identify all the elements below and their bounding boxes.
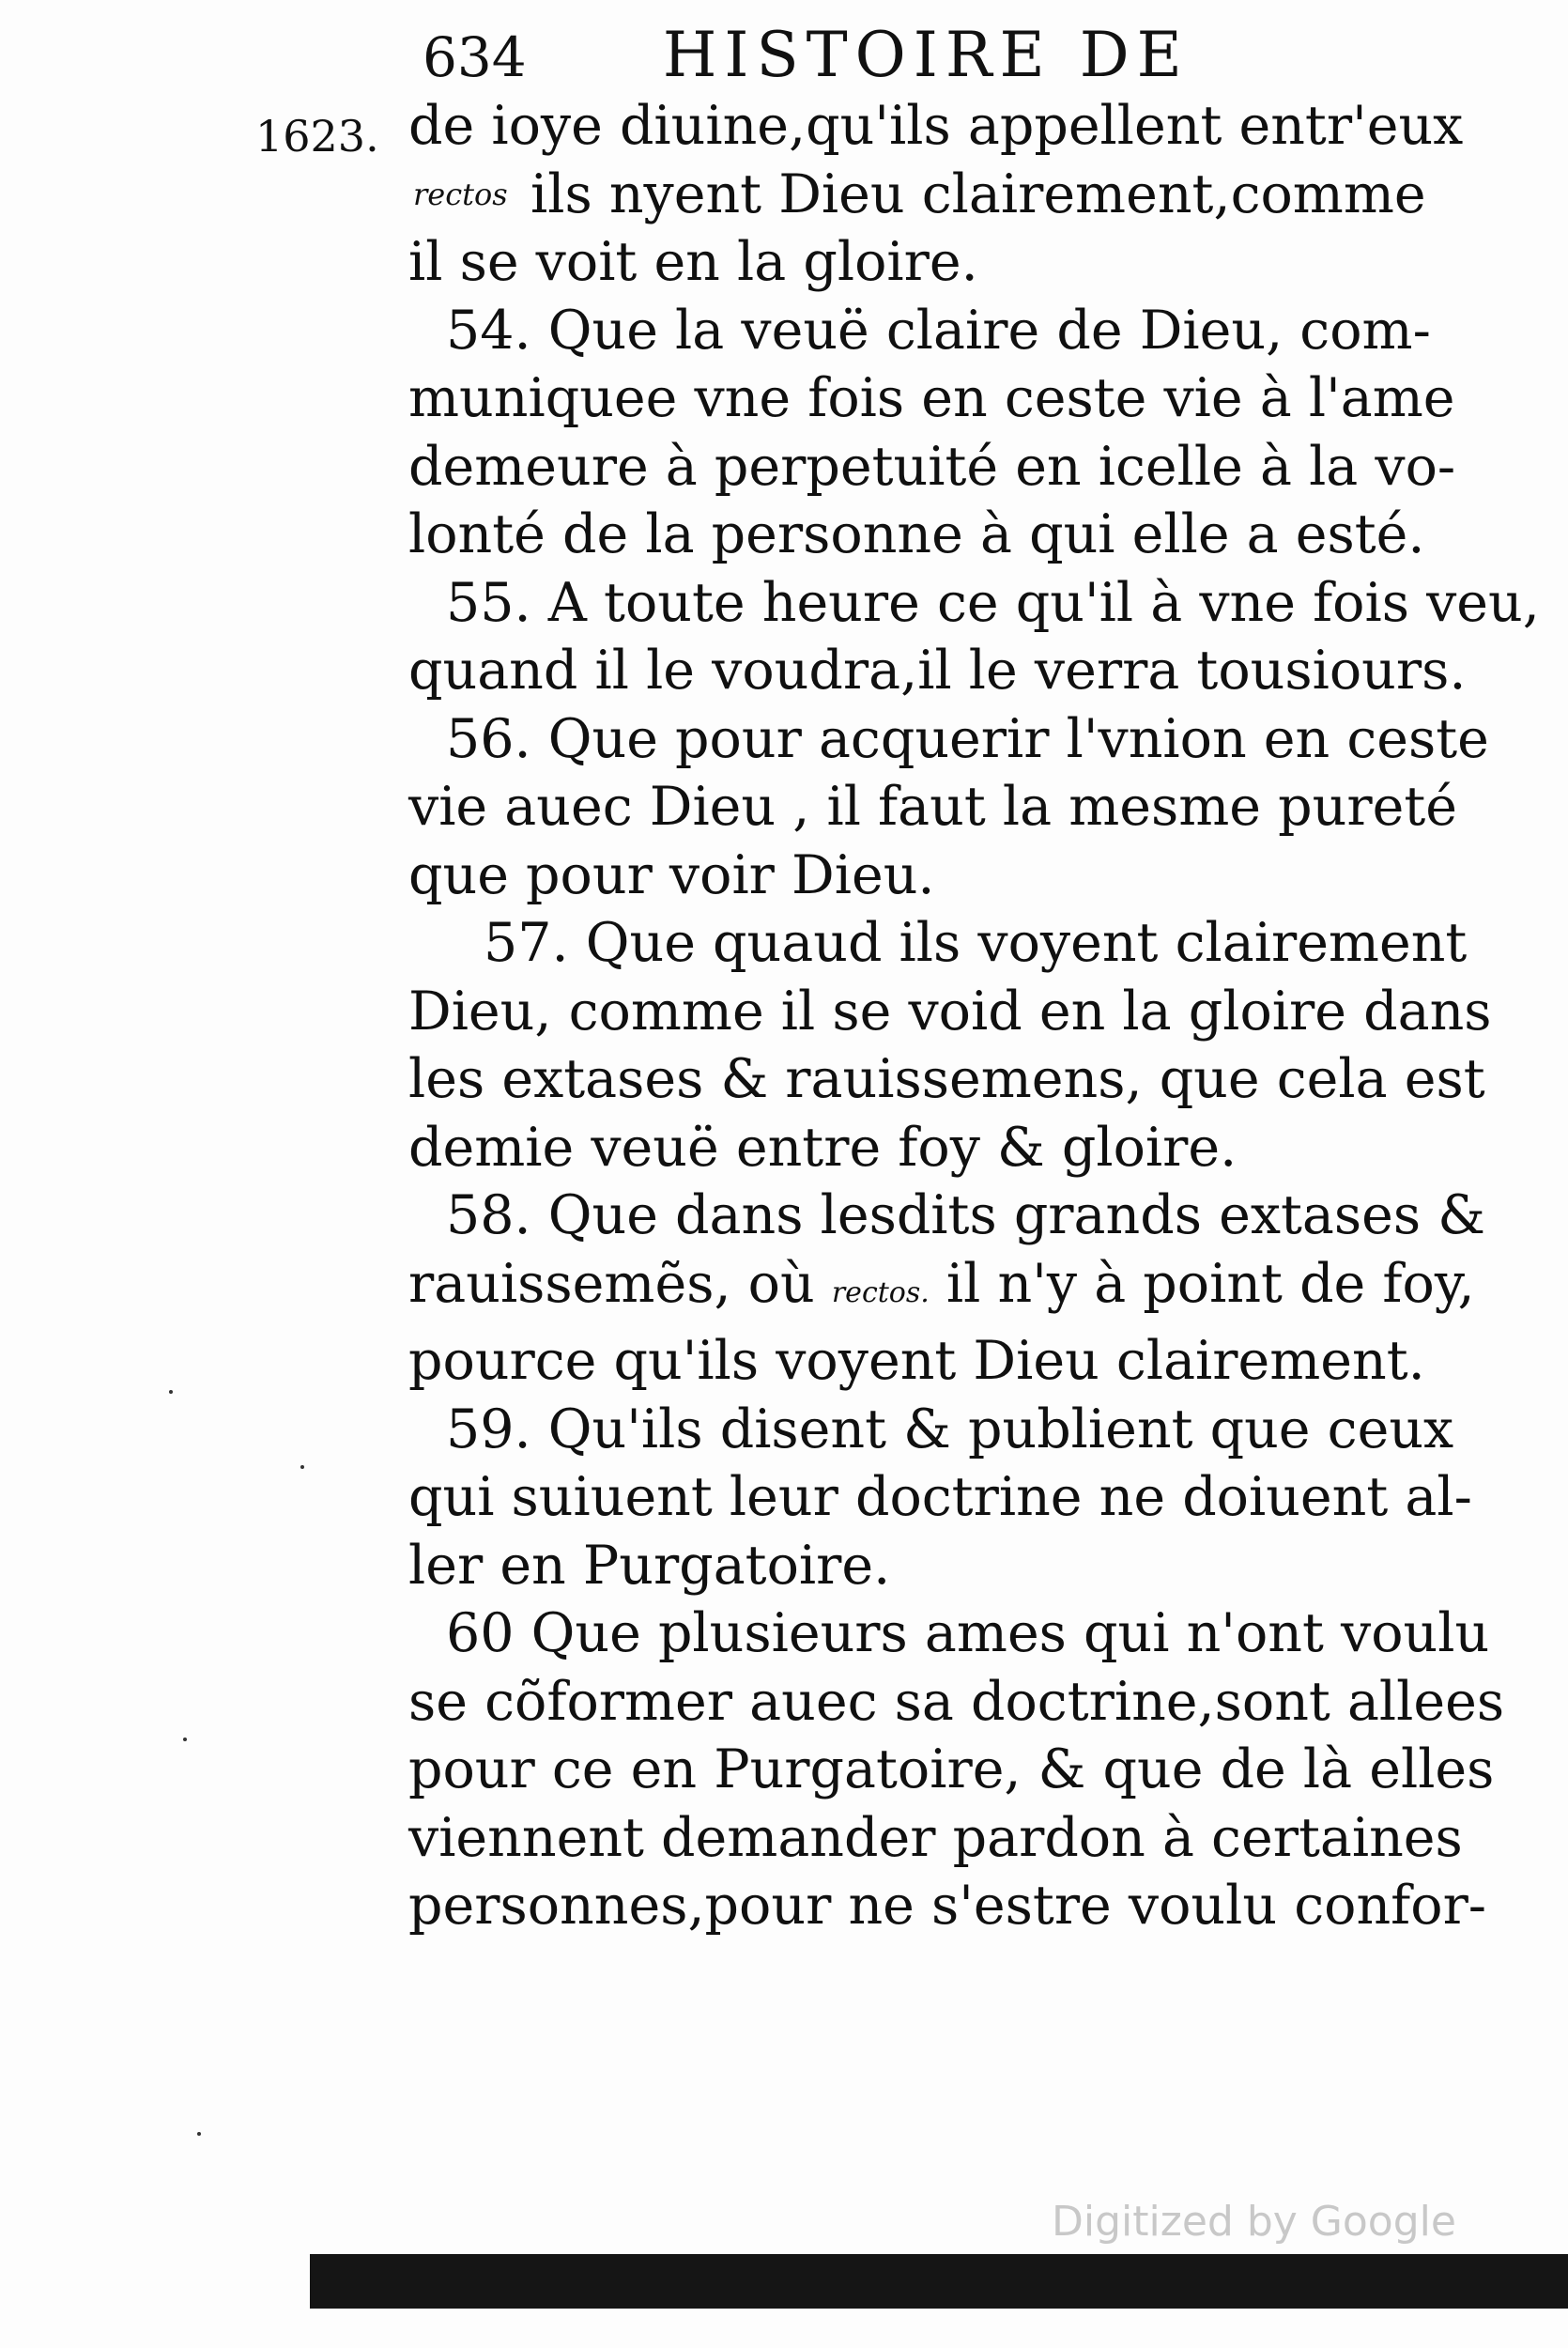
text-line: 60 Que plusieurs ames qui n'ont voulu xyxy=(446,1602,1490,1664)
text-line: ils nyent Dieu clairement,comme xyxy=(530,162,1426,225)
ink-speck xyxy=(169,1390,173,1394)
text-line: 54. Que la veuë claire de Dieu, com- xyxy=(446,299,1431,362)
page-number: 634 xyxy=(423,25,527,89)
text-line: personnes,pour ne s'estre voulu confor- xyxy=(408,1875,1487,1937)
text-line: Dieu, comme il se void en la gloire dans xyxy=(408,980,1492,1043)
text-line: 58. Que dans lesdits grands extases & xyxy=(446,1184,1485,1246)
text-fragment: rauissemẽs, où xyxy=(408,1252,815,1315)
margin-year: 1623. xyxy=(255,111,379,162)
text-line: viennent demander pardon à certaines xyxy=(408,1806,1463,1869)
text-line: il se voit en la gloire. xyxy=(408,231,978,293)
text-line: pour ce en Purgatoire, & que de là elles xyxy=(408,1738,1495,1800)
text-line: pource qu'ils voyent Dieu clairement. xyxy=(408,1330,1425,1392)
text-line: ler en Purgatoire. xyxy=(408,1534,891,1597)
ink-speck xyxy=(300,1465,304,1469)
text-line: quand il le voudra,il le verra tousiours. xyxy=(408,640,1467,702)
text-line: 56. Que pour acquerir l'vnion en ceste xyxy=(446,707,1489,770)
text-fragment: il n'y à point de foy, xyxy=(945,1252,1475,1315)
page-header xyxy=(423,19,1190,91)
running-title: HISTOIRE DE xyxy=(662,19,1190,91)
text-line: qui suiuent leur doctrine ne doiuent al- xyxy=(408,1466,1472,1528)
text-line: se cõformer auec sa doctrine,sont allees xyxy=(408,1670,1505,1733)
text-line: vie auec Dieu , il faut la mesme pureté xyxy=(408,776,1457,838)
margin-note-rectos: rectos xyxy=(413,177,508,212)
text-line: lonté de la personne à qui elle a esté. xyxy=(408,503,1425,565)
text-line: 57. Que quaud ils voyent clairement xyxy=(484,912,1468,974)
text-line: 55. A toute heure ce qu'il à vne fois veu, xyxy=(446,571,1540,634)
text-line: demie veuë entre foy & gloire. xyxy=(408,1116,1237,1179)
text-line: demeure à perpetuité en icelle à la vo- xyxy=(408,435,1456,498)
text-line: que pour voir Dieu. xyxy=(408,843,935,906)
scan-edge-bar xyxy=(310,2254,1568,2309)
text-line: 59. Qu'ils disent & publient que ceux xyxy=(446,1398,1454,1460)
ink-speck xyxy=(183,1738,187,1741)
digitized-watermark: Digitized by Google xyxy=(1052,2198,1456,2246)
text-line: de ioye diuine,qu'ils appellent entr'eux xyxy=(408,95,1464,157)
text-line xyxy=(408,1250,1475,1328)
margin-note-rectos-inline: rectos. xyxy=(831,1275,930,1309)
body-text xyxy=(408,92,1540,1940)
text-line: muniquee vne fois en ceste vie à l'ame xyxy=(408,367,1455,429)
text-line: les extases & rauissemens, que cela est xyxy=(408,1048,1485,1110)
ink-speck xyxy=(197,2132,201,2136)
